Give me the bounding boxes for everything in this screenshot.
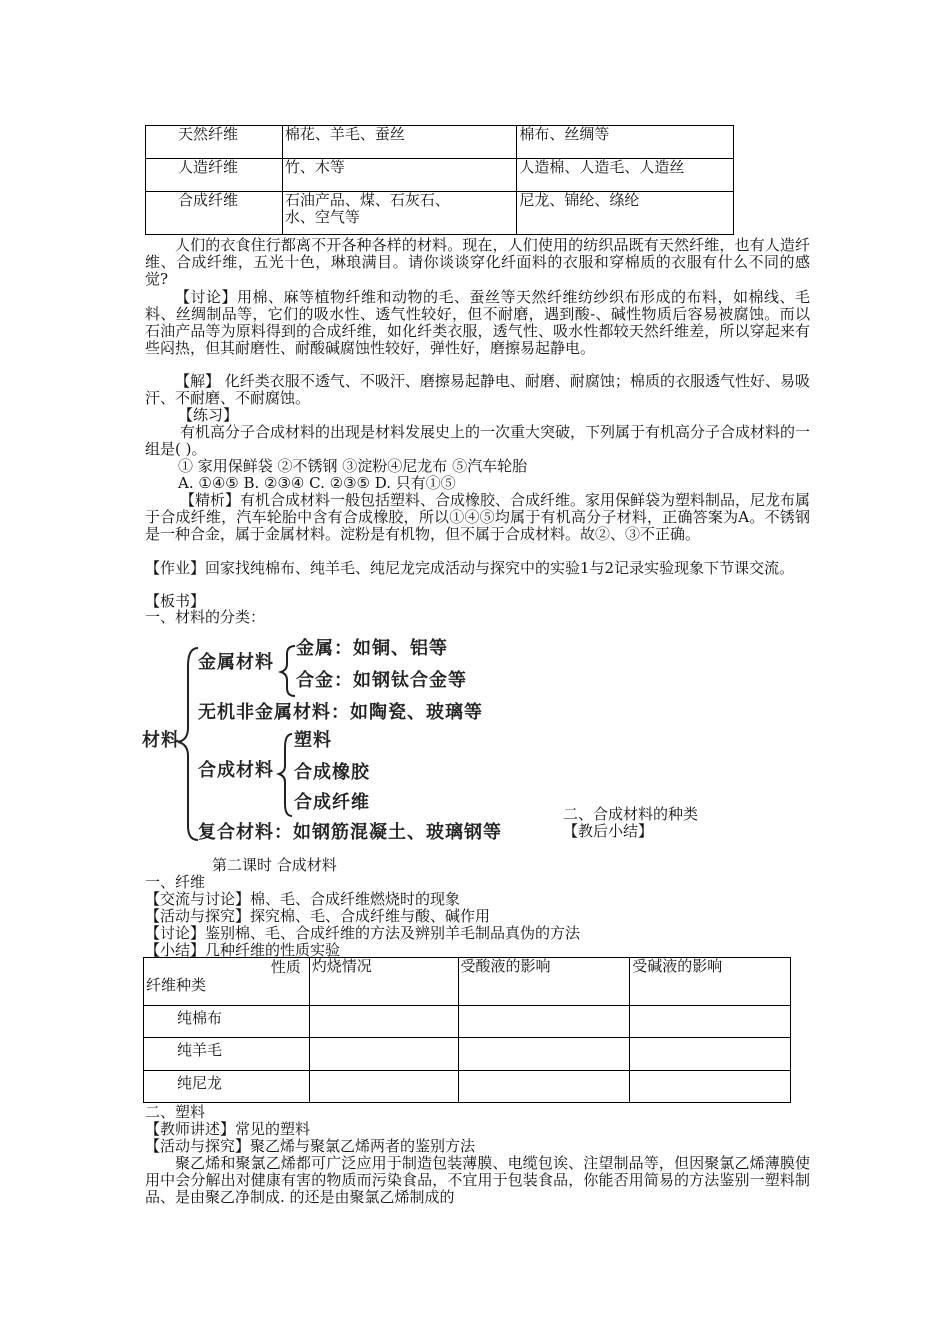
fiber-source-cell: 竹、木等 [282, 159, 517, 192]
diagram-synthetic: 合成材料 [198, 760, 274, 781]
activity-line: 【活动与探究】探究棉、毛、合成纤维与酸、碱作用 [145, 907, 491, 925]
empty-cell [458, 1071, 630, 1103]
fiber-source-table [145, 125, 734, 235]
fiber-product-cell: 尼龙、锦纶、绦纶 [517, 192, 734, 235]
plastic-heading: 二、塑料 [145, 1103, 206, 1121]
analysis-paragraph: 【精析】有机合成材料一般包括塑料、合成橡胶、合成纤维。家用保鲜袋为塑料制品，尼龙布属于合成纤维，汽车轮胎中含有合成橡胶，所以①④⑤均属于有机高分子材料，正确答案为A。不锈钢是一种合金，属于金属材料。淀粉是有机物，但不属于合成材料。故②、③不正确。 [145, 491, 811, 543]
fiber-type-cell: 人造纤维 [146, 159, 283, 192]
column-header: 灼烧情况 [309, 958, 458, 1006]
diagram-inorganic: 无机非金属材料：如陶瓷、玻璃等 [198, 702, 483, 723]
fiber-type-cell: 合成纤维 [146, 192, 283, 235]
empty-cell [458, 1038, 630, 1071]
corner-top-label: 性质 [270, 958, 301, 976]
table-row [144, 1006, 791, 1038]
fiber-heading: 一、纤维 [145, 873, 206, 891]
final-paragraph: 聚乙烯和聚氯乙烯都可广泛应用于制造包装薄膜、电缆包诶、注望制品等，但因聚氯乙烯薄膜使用中会分解出对健康有害的物质而污染食品，不宜用于包装食品，你能否用简易的方法鉴别一塑料制品、是由聚乙净制成. 的还是由聚氯乙烯制成的 [145, 1154, 810, 1206]
diagram-root: 材料 [142, 730, 180, 751]
section2-title: 二、合成材料的种类 [563, 805, 699, 823]
fiber-source-cell: 棉花、羊毛、蚕丝 [282, 126, 517, 159]
table-row [144, 1071, 791, 1103]
fiber-product-cell: 棉布、丝绸等 [517, 126, 734, 159]
options-line: ① 家用保鲜袋 ②不锈钢 ③淀粉④尼龙布 ⑤汽车轮胎 [178, 457, 528, 475]
fiber-name-cell: 纯棉布 [144, 1006, 310, 1038]
diagram-fiber: 合成纤维 [294, 792, 370, 813]
teacher-line: 【教师讲述】常见的塑料 [145, 1120, 311, 1138]
fiber-source-cell [282, 192, 517, 235]
after-class-label: 【教后小结】 [563, 822, 654, 840]
fiber-properties-table [143, 957, 791, 1103]
fiber-name-cell: 纯羊毛 [144, 1038, 310, 1071]
diagram-plastic: 塑料 [294, 730, 332, 751]
empty-cell [309, 1006, 458, 1038]
diagram-rubber: 合成橡胶 [294, 762, 370, 783]
discussion-paragraph: 【讨论】用棉、麻等植物纤维和动物的毛、蚕丝等天然纤维纺纱织布形成的布料，如棉线、毛料、丝绸制品等，它们的吸水性、透气性较好，但不耐磨，遇到酸-、碱性物质后容易被腐蚀。而以石油产品等为原料得到的合成纤维，如化纤类衣服，透气性、吸水性都较天然纤维差，所以穿起来有些闷热，但其耐磨性、耐酸碱腐蚀性较好，弹性好，磨擦易起静电。 [145, 288, 810, 357]
empty-cell [309, 1071, 458, 1103]
empty-cell [309, 1038, 458, 1071]
practice-label: 【练习】 [178, 406, 239, 424]
diagram-composite: 复合材料：如钢筋混凝土、玻璃钢等 [198, 822, 502, 843]
discuss2-line: 【讨论】鉴别棉、毛、合成纤维的方法及辨别羊毛制品真伪的方法 [145, 924, 581, 942]
diagram-metal-pure: 金属：如铜、铝等 [296, 638, 448, 659]
table-header-row [144, 958, 791, 1006]
diagram-alloy: 合金：如钢钛合金等 [296, 670, 467, 691]
summary-line: 【小结】几种纤维的性质实验 [145, 941, 341, 959]
choices-line: A. ①④⑤ B. ②③④ C. ②③⑤ D. 只有①⑤ [178, 474, 456, 492]
homework-paragraph: 【作业】回家找纯棉布、纯羊毛、纯尼龙完成活动与探究中的实验1与2记录实验现象下节课交流。 [145, 559, 795, 577]
column-header: 受碱液的影响 [630, 958, 791, 1006]
fiber-source-line: 水、空气等 [284, 208, 360, 226]
section1-title: 一、材料的分类： [145, 608, 266, 626]
activity2-line: 【活动与探究】聚乙烯与聚氯乙烯两者的鉴别方法 [145, 1137, 476, 1155]
empty-cell [630, 1006, 791, 1038]
lesson2-title: 第二课时 合成材料 [212, 856, 337, 874]
column-header: 受酸液的影响 [458, 958, 630, 1006]
table-row [144, 1038, 791, 1071]
table-row [146, 192, 734, 235]
empty-cell [630, 1038, 791, 1071]
fiber-type-cell: 天然纤维 [146, 126, 283, 159]
fiber-source-line: 石油产品、煤、石灰石、 [284, 191, 450, 209]
corner-bottom-label: 纤维种类 [146, 976, 207, 994]
corner-cell [144, 958, 310, 1006]
board-label: 【板书】 [145, 592, 206, 610]
empty-cell [630, 1071, 791, 1103]
fiber-name-cell: 纯尼龙 [144, 1071, 310, 1103]
exchange-line: 【交流与讨论】棉、毛、合成纤维燃烧时的现象 [145, 890, 461, 908]
empty-cell [458, 1006, 630, 1038]
fiber-product-cell: 人造棉、人造毛、人造丝 [517, 159, 734, 192]
table-row [146, 126, 734, 159]
question-paragraph: 有机高分子合成材料的出现是材料发展史上的一次重大突破，下列属于有机高分子合成材料的一组是( )。 [145, 423, 811, 458]
table-row [146, 159, 734, 192]
intro-paragraph: 人们的衣食住行都离不开各种各样的材料。现在，人们使用的纺织品既有天然纤维，也有人造纤维、合成纤维，五光十色，琳琅满目。请你谈谈穿化纤面料的衣服和穿棉质的衣服有什么不同的感觉? [145, 236, 810, 288]
solution-paragraph: 【解】 化纤类衣服不透气、不吸汗、磨擦易起静电、耐磨、耐腐蚀；棉质的衣服透气性好、易吸汗、不耐磨、不耐腐蚀。 [145, 372, 810, 407]
material-classification-diagram [140, 636, 560, 850]
diagram-metal: 金属材料 [198, 652, 274, 673]
